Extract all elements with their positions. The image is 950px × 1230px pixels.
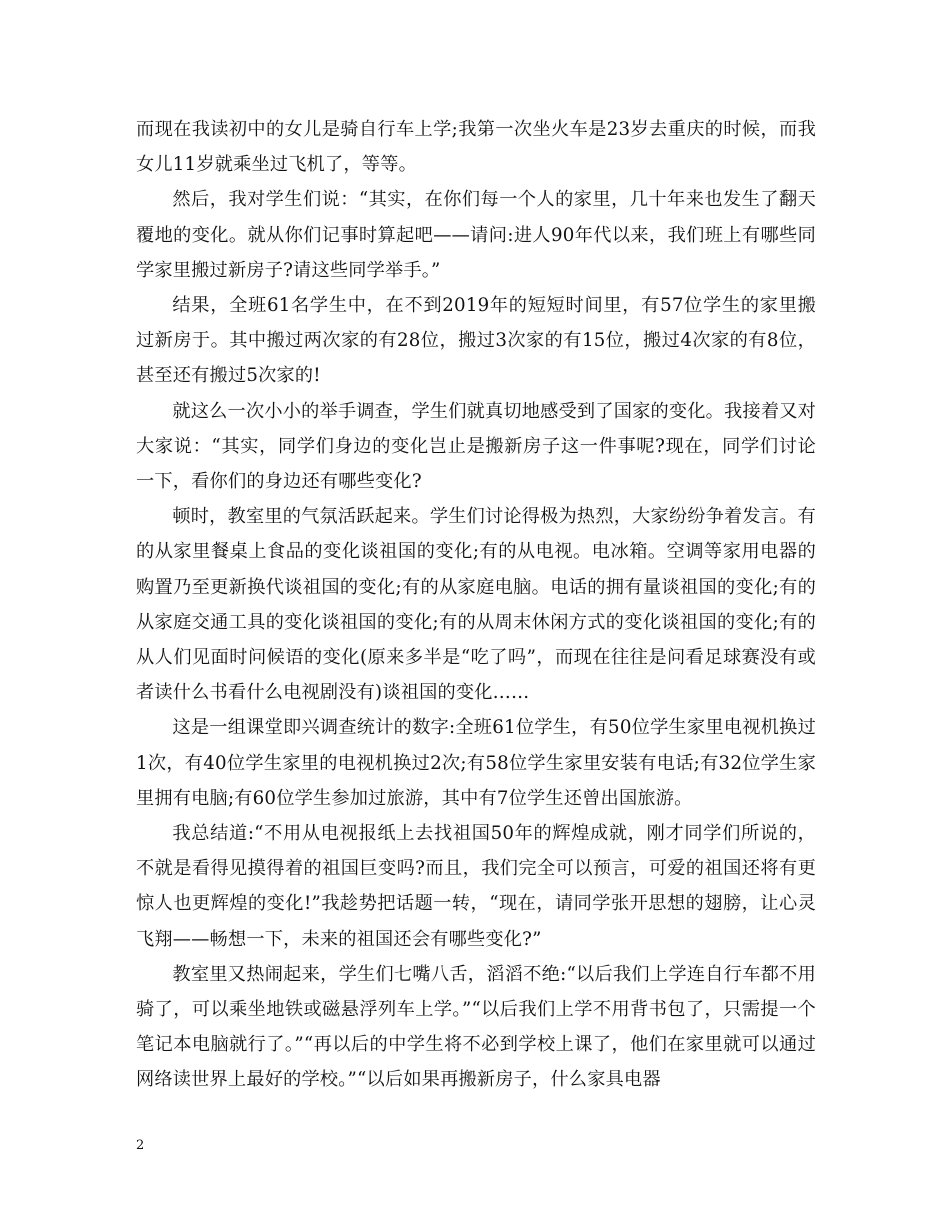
paragraph-7: 我总结道:“不用从电视报纸上去找祖国50年的辉煌成就，刚才同学们所说的，不就是看得见摸得着的祖国巨变吗?而且，我们完全可以预言，可爱的祖国还将有更惊人也更辉煌的变化!”我趁势把话题一转，“现在，请同学张开思想的翅膀，让心灵飞翔——畅想一下，未来的祖国还会有哪些变化?”: [136, 823, 816, 950]
paragraph-8: 教室里又热闹起来，学生们七嘴八舌，滔滔不绝:“以后我们上学连自行车都不用骑了，可以乘坐地铁或磁悬浮列车上学。”“以后我们上学不用背书包了，只需提一个笔记本电脑就行了。”“再以后的中学生将不必到学校上课了，他们在家里就可以通过网络读世界上最好的学校。”“以后如果再搬新房子，什么家具电器: [136, 963, 816, 1091]
paragraph-2: 然后，我对学生们说：“其实，在你们每一个人的家里，几十年来也发生了翻天覆地的变化。就从你们记事时算起吧——请问:进人90年代以来，我们班上有哪些同学家里搬过新房子?请这些同学举手。”: [136, 189, 816, 281]
paragraph-6: 这是一组课堂即兴调查统计的数字:全班61位学生，有50位学生家里电视机换过1次，有40位学生家里的电视机换过2次;有58位学生家里安装有电话;有32位学生家里拥有电脑;有60位学生参加过旅游，其中有7位学生还曾出国旅游。: [136, 717, 816, 809]
paragraph-5: 顿时，教室里的气氛活跃起来。学生们讨论得极为热烈，大家纷纷争着发言。有的从家里餐桌上食品的变化谈祖国的变化;有的从电视。电冰箱。空调等家用电器的购置乃至更新换代谈祖国的变化;有的从家庭电脑。电话的拥有量谈祖国的变化;有的从家庭交通工具的变化谈祖国的变化;有的从周末休闲方式的变化谈祖国的变化;有的从人们见面时问候语的变化(原来多半是“吃了吗”，而现在往往是问看足球赛没有或者读什么书看什么电视剧没有)谈祖国的变化……: [136, 506, 816, 704]
paragraph-1: 而现在我读初中的女儿是骑自行车上学;我第一次坐火车是23岁去重庆的时候，而我女儿11岁就乘坐过飞机了，等等。: [136, 119, 816, 176]
paragraph-3: 结果，全班61名学生中，在不到2019年的短短时间里，有57位学生的家里搬过新房于。其中搬过两次家的有28位，搬过3次家的有15位，搬过4次家的有8位，甚至还有搬过5次家的!: [136, 295, 816, 387]
paragraph-4: 就这么一次小小的举手调查，学生们就真切地感受到了国家的变化。我接着又对大家说：“其实，同学们身边的变化岂止是搬新房子这一件事呢?现在，同学们讨论一下，看你们的身边还有哪些变化?: [136, 400, 816, 493]
page-number: 2: [136, 1138, 145, 1153]
body-text: [136, 112, 816, 1098]
